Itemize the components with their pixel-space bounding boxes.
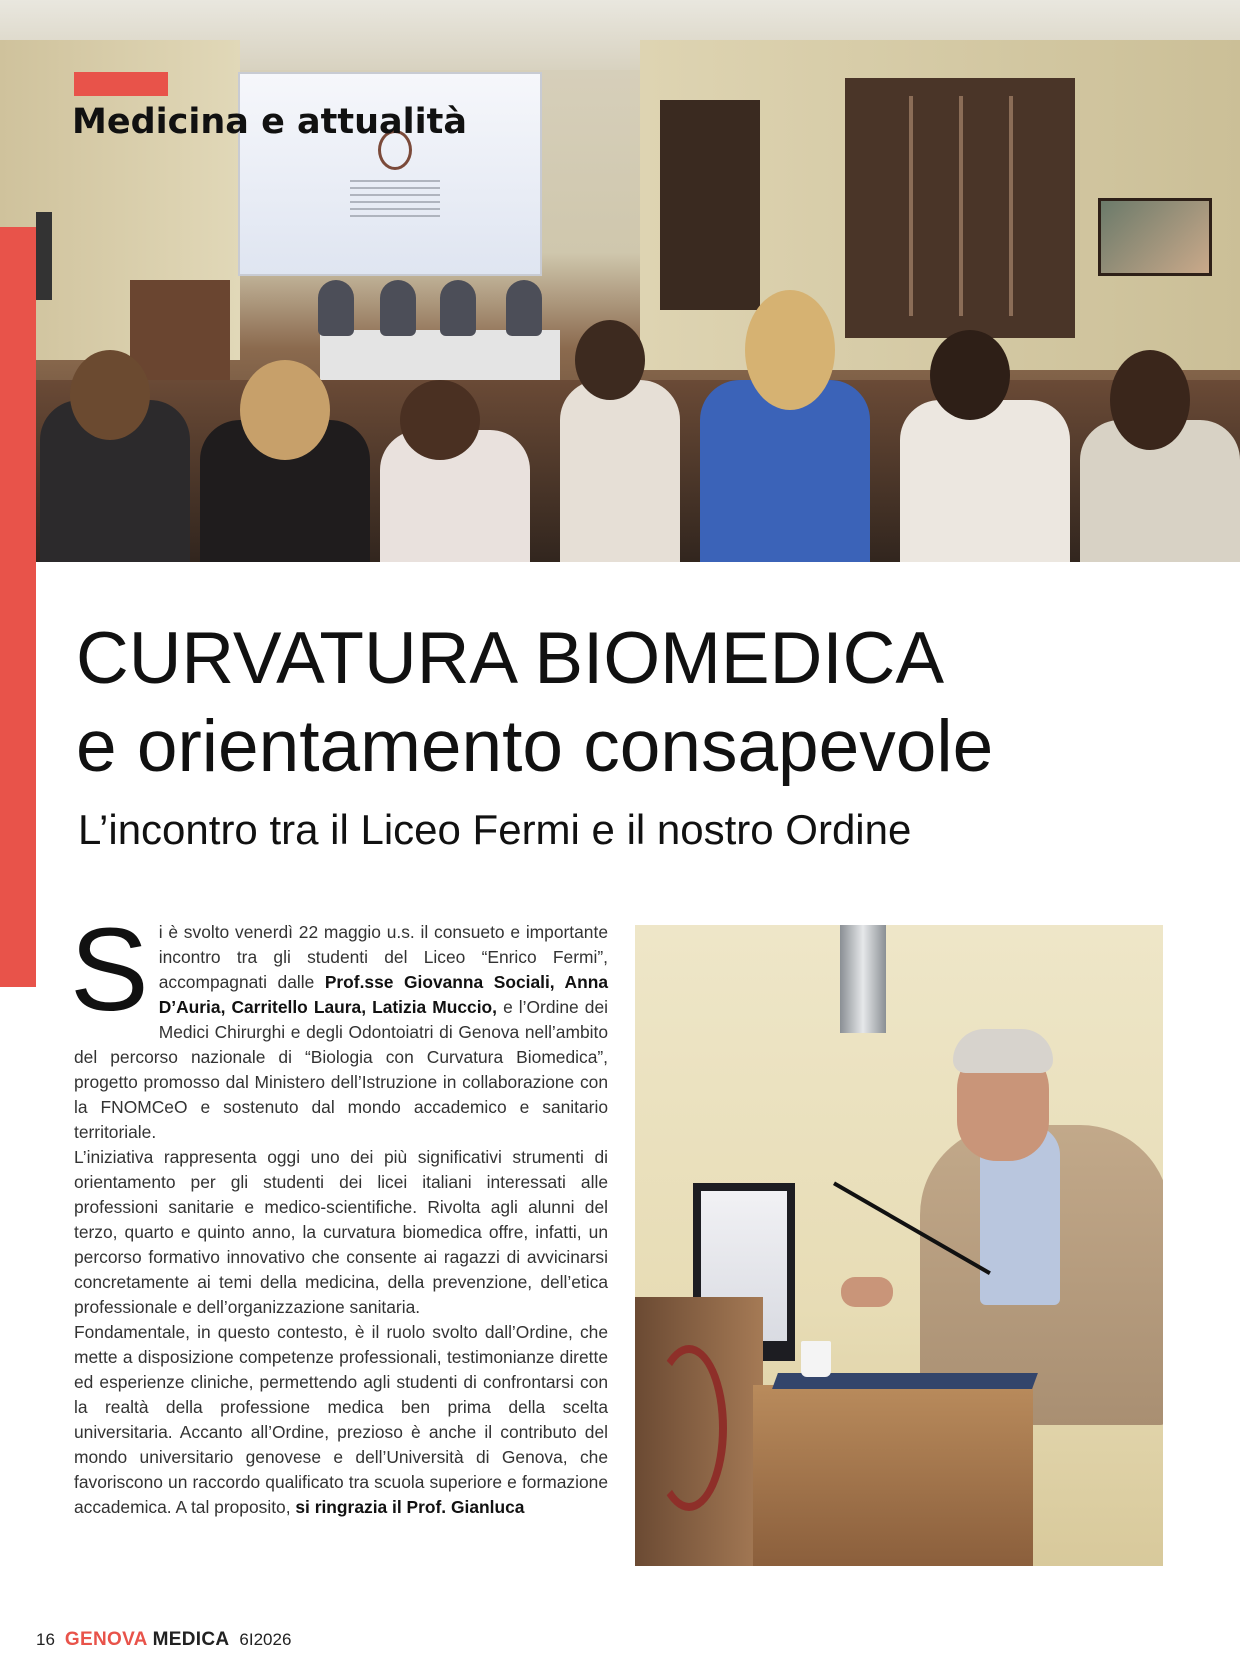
wall-lamp (840, 925, 886, 1033)
audience-head (400, 380, 480, 460)
brand-medica: MEDICA (152, 1629, 230, 1650)
article-body (70, 904, 609, 1520)
hero-window-right (845, 78, 1075, 338)
thanks-text: si ringrazia il Prof. Gianluca (295, 1497, 525, 1517)
audience-head (70, 350, 150, 440)
article-title (76, 615, 1216, 791)
hero-window-left (660, 100, 760, 310)
audience-member (560, 380, 680, 562)
desk (753, 1385, 1033, 1566)
paragraph-3: Fondamentale, in questo contesto, è il ruolo svolto dall’Ordine, che mette a disposizione competenze professionali, testimonianze dirette ed esperienze cliniche, permettendo agli studenti di confrontarsi con la realtà della professione medica ben prima della scelta universitaria. Accanto all’Ordine, prezioso è anche il contributo del mondo universitario genovese e dell’Università di Genova, che favoriscono un raccordo qualificato tra scuola superiore e formazione accademica. A tal proposito, si ringrazia il Prof. Gianluca (74, 1322, 608, 1517)
issue-number: 6I2026 (239, 1630, 292, 1649)
section-accent-bar (74, 72, 168, 96)
panel-member (318, 280, 354, 336)
panel-member (506, 280, 542, 336)
page-number: 16 (36, 1630, 55, 1649)
article-subtitle: L’incontro tra il Liceo Fermi e il nostro Ordine (78, 806, 912, 853)
audience-head (1110, 350, 1190, 450)
teachers-names: Prof.sse Giovanna Sociali, Anna D’Auria, Carritello Laura, Latizia Muccio, (158, 972, 609, 1017)
speaker-hand (841, 1277, 893, 1307)
audience-head (240, 360, 330, 460)
cup-icon (801, 1341, 831, 1377)
page-footer (36, 1629, 291, 1653)
screen-text-lines (350, 180, 440, 220)
wall-frame (36, 212, 52, 300)
brand-genova: GENOVA (64, 1629, 148, 1650)
audience-head (575, 320, 645, 400)
audience-head (930, 330, 1010, 420)
audience-head (745, 290, 835, 410)
paragraph-1: Si è svolto venerdì 22 maggio u.s. il consueto e importante incontro tra gli studenti del Liceo “Enrico Fermi”, accompagnati dalle Prof.sse Giovanna Sociali, Anna D’Auria, Carritello Laura, Latizia Muccio, e l’Ordine dei Medici Chirurghi e degli Odontoiatri di Genova nell’ambito del percorso nazionale di “Biologia con Curvatura Biomedica”, progetto promosso dal Ministero dell’Istruzione in collaborazione con la FNOMCeO e sostenuto dal mondo accademico e sanitario territoriale. (70, 904, 609, 1142)
panel-member (440, 280, 476, 336)
order-logo-icon (651, 1345, 727, 1511)
left-accent-bar (0, 227, 36, 987)
audience-member (900, 400, 1070, 562)
panel-member (380, 280, 416, 336)
drop-cap: S (70, 904, 149, 1036)
speaker-photo (635, 925, 1163, 1566)
paragraph-2: L’iniziativa rappresenta oggi uno dei più significativi strumenti di orientamento per gli studenti dei licei italiani interessati alle professioni sanitarie e medico-scientifiche. Rivolta agli alunni del terzo, quarto e quinto anno, la curvatura biomedica offre, infatti, un percorso formativo innovativo che consente ai ragazzi di avvicinarsi concretamente ai temi della medicina, della prevenzione, dell’etica professionale e dell’organizzazione sanitaria. (74, 1147, 608, 1317)
hero-photo (0, 0, 1240, 562)
section-label: Medicina e attualità (72, 102, 467, 142)
title-line-1: CURVATURA BIOMEDICA (76, 618, 945, 699)
speaker-hair (953, 1029, 1053, 1073)
speaker-table (320, 330, 560, 382)
wall-painting (1098, 198, 1212, 276)
title-line-2: e orientamento consapevole (76, 706, 994, 787)
